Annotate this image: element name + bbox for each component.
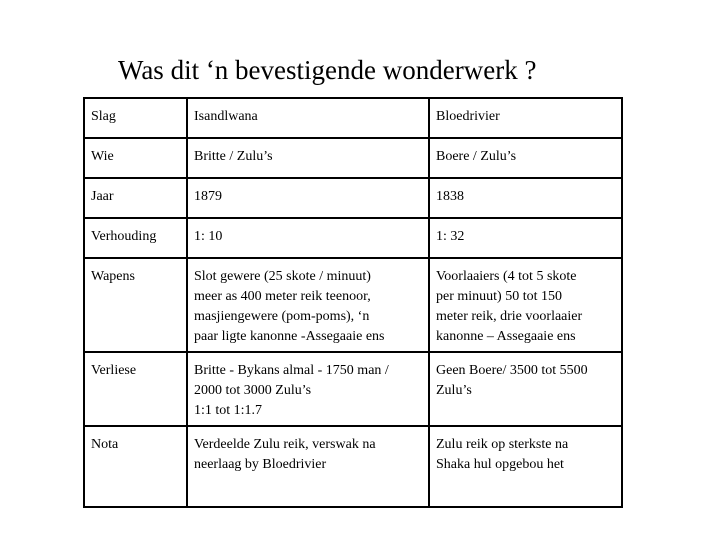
isandlwana-cell: Verdeelde Zulu reik, verswak na neerlaag by Bloedrivier bbox=[187, 426, 429, 507]
table-row bbox=[84, 98, 622, 138]
row-label: Nota bbox=[84, 426, 187, 507]
isandlwana-cell: Britte / Zulu’s bbox=[187, 138, 429, 178]
bloedrivier-cell: Geen Boere/ 3500 tot 5500 Zulu’s bbox=[429, 352, 622, 426]
table-row bbox=[84, 178, 622, 218]
row-label: Jaar bbox=[84, 178, 187, 218]
table-row bbox=[84, 258, 622, 352]
comparison-table bbox=[83, 97, 623, 508]
bloedrivier-cell: 1: 32 bbox=[429, 218, 622, 258]
isandlwana-cell: Isandlwana bbox=[187, 98, 429, 138]
bloedrivier-cell: Zulu reik op sterkste na Shaka hul opgebou het bbox=[429, 426, 622, 507]
bloedrivier-cell: 1838 bbox=[429, 178, 622, 218]
row-label: Verhouding bbox=[84, 218, 187, 258]
row-label: Wapens bbox=[84, 258, 187, 352]
row-label: Verliese bbox=[84, 352, 187, 426]
table-row bbox=[84, 218, 622, 258]
bloedrivier-cell: Bloedrivier bbox=[429, 98, 622, 138]
table-row bbox=[84, 138, 622, 178]
table-row bbox=[84, 352, 622, 426]
isandlwana-cell: Slot gewere (25 skote / minuut) meer as 400 meter reik teenoor, masjiengewere (pom-poms), ‘n paar ligte kanonne -Assegaaie ens bbox=[187, 258, 429, 352]
isandlwana-cell: 1879 bbox=[187, 178, 429, 218]
isandlwana-cell: Britte - Bykans almal - 1750 man / 2000 tot 3000 Zulu’s 1:1 tot 1:1.7 bbox=[187, 352, 429, 426]
row-label: Wie bbox=[84, 138, 187, 178]
slide-title: Was dit ‘n bevestigende wonderwerk ? bbox=[118, 55, 537, 85]
bloedrivier-cell: Voorlaaiers (4 tot 5 skote per minuut) 50 tot 150 meter reik, drie voorlaaier kanonne – Assegaaie ens bbox=[429, 258, 622, 352]
row-label: Slag bbox=[84, 98, 187, 138]
isandlwana-cell: 1: 10 bbox=[187, 218, 429, 258]
bloedrivier-cell: Boere / Zulu’s bbox=[429, 138, 622, 178]
table-row bbox=[84, 426, 622, 507]
